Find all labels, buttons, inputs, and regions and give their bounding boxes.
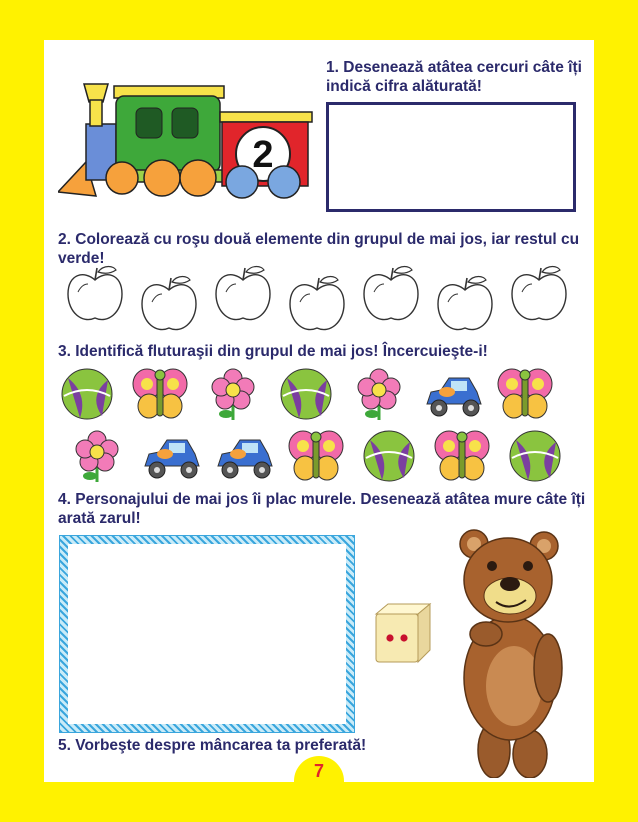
flower-picture[interactable] — [350, 366, 408, 422]
car-picture[interactable] — [423, 366, 485, 422]
task-5-text: 5. Vorbeşte despre mâncarea ta preferată! — [58, 737, 367, 754]
apple-outline[interactable] — [212, 262, 274, 326]
train-digit: 2 — [252, 134, 274, 176]
apple-outline[interactable] — [508, 262, 570, 326]
butterfly-picture[interactable] — [496, 366, 554, 422]
apple-outline[interactable] — [360, 262, 422, 326]
car-picture[interactable] — [214, 428, 276, 484]
butterfly-picture[interactable] — [131, 366, 189, 422]
flower-picture[interactable] — [204, 366, 262, 422]
train-illustration — [58, 72, 314, 202]
task-1-text: 1. Desenează atâtea cercuri câte îți indică cifra alăturată! — [326, 59, 582, 95]
group-row-1 — [58, 366, 578, 424]
apples-row — [64, 262, 584, 334]
butterfly-picture[interactable] — [433, 428, 491, 484]
page-number: 7 — [294, 756, 344, 786]
ball-picture[interactable] — [506, 428, 564, 484]
ball-picture[interactable] — [58, 366, 116, 422]
ball-picture[interactable] — [277, 366, 335, 422]
ball-picture[interactable] — [360, 428, 418, 484]
group-row-2 — [68, 428, 588, 486]
task-3-text: 3. Identifică fluturaşii din grupul de mai jos! Încercuieşte-i! — [58, 343, 488, 360]
apple-outline[interactable] — [64, 262, 126, 326]
butterfly-picture[interactable] — [287, 428, 345, 484]
dice-pip — [386, 634, 393, 641]
dice-pip — [400, 634, 407, 641]
apple-outline[interactable] — [286, 272, 348, 336]
flower-picture[interactable] — [68, 428, 126, 484]
task-4-text: 4. Personajului de mai jos îi plac murele. Desenează atâtea mure câte îți arată zarul! — [58, 491, 586, 527]
apple-outline[interactable] — [434, 272, 496, 336]
task-2-text: 2. Colorează cu roşu două elemente din grupul de mai jos, iar restul cu verde! — [58, 231, 580, 267]
apple-outline[interactable] — [138, 272, 200, 336]
dice — [370, 602, 432, 664]
answer-box-1[interactable] — [326, 102, 576, 212]
bear-illustration — [448, 518, 568, 778]
car-picture[interactable] — [141, 428, 203, 484]
answer-box-4-frame[interactable] — [60, 536, 354, 732]
worksheet-page — [44, 40, 594, 782]
